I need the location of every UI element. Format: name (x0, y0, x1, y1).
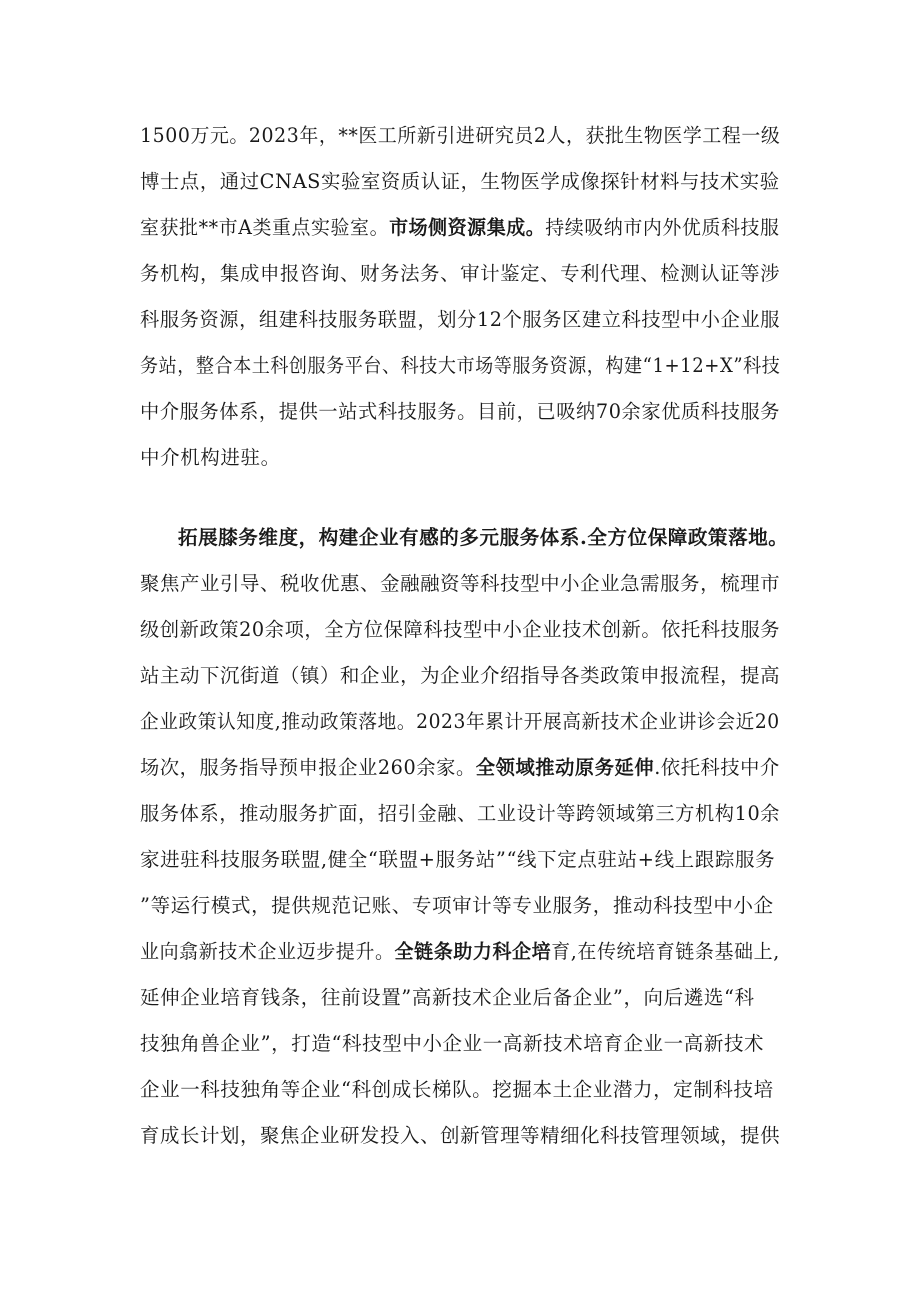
paragraph-2-line-14: 育成长计划，聚焦企业研发投入、创新管理等精细化科技管理领域，提供 (140, 1124, 781, 1147)
paragraph-2-line-13: 企业一科技独角等企业“科创成长梯队。挖掘本土企业潜力，定制科技培 (140, 1078, 774, 1101)
paragraph-2-heading: 拓展膝务维度，构建企业有感的多元服务体系.全方位保障政策落地。 (178, 526, 789, 549)
paragraph-2-line-11: 延伸企业培育钱条，往前设置”高新技术企业后备企业”，向后遴选“科 (140, 986, 755, 1009)
paragraph-1-line-2: 博士点，通过CNAS实验室资质认证，生物医学成像探针材料与技术实验 (140, 170, 780, 193)
text-run: 业向翕新技术企业迈步提升。 (140, 940, 395, 963)
paragraph-1-line-3 (140, 208, 780, 248)
paragraph-1-line-7: 中介服务体系，提供一站式科技服务。目前，已吸纳70余家优质科技服务 (140, 400, 781, 423)
text-run: 持续吸纳市内外优质科技服 (545, 216, 780, 239)
paragraph-2-line-9: ”等运行模式，提供规范记账、专项审计等专业服务，推动科技型中小企 (140, 894, 774, 917)
paragraph-2-line-2: 聚焦产业引导、税收优惠、金融融资等科技型中小企业急需服务，梳理市 (140, 572, 781, 595)
paragraph-2-line-6 (140, 748, 780, 788)
paragraph-1-line-8: 中介机构进驻。 (140, 446, 281, 469)
paragraph-2-line-7: 服务体系，推动服务扩面，招引金融、工业设计等跨领域第三方机构10余 (140, 802, 781, 825)
bold-heading-run: 全链条助力科企培 (394, 940, 552, 963)
paragraph-2-line-5: 企业政策认知度,推动政策落地。2023年累计开展高新技术企业讲诊会近20 (140, 710, 780, 733)
paragraph-2-line-8: 家进驻科技服务联盟,健全“联盟+服务站”“线下定点驻站+线上跟踪服务 (140, 848, 776, 871)
paragraph-1-line-4: 务机构，集成申报咨询、财务法务、审计鉴定、专利代理、检测认证等涉 (140, 262, 781, 285)
bold-heading-run: 全领域推动原务延伸 (475, 756, 655, 779)
paragraph-2-line-3: 级创新政策20余项，全方位保障科技型中小企业技术创新。依托科技服务 (140, 618, 781, 641)
text-run: 室获批**市A类重点实验室。 (140, 216, 390, 239)
paragraph-1-line-5: 科服务资源，组建科技服务联盟，划分12个服务区建立科技型中小企业服 (140, 308, 781, 331)
text-run: 育,在传统培育链条基础上, (551, 940, 780, 963)
text-run: 场次，服务指导预申报企业260余家。 (140, 756, 476, 779)
paragraph-1-line-6: 务站，整合本土科创服务平台、科技大市场等服务资源，构建“1+12+X”科技 (140, 354, 781, 377)
paragraph-1-line-1: 1500万元。2023年，**医工所新引进研究员2人，获批生物医学工程一级 (140, 124, 781, 147)
text-run: .依托科技中介 (654, 756, 780, 779)
bold-heading-run: 市场侧资源集成。 (389, 216, 546, 239)
paragraph-2-line-10 (140, 932, 780, 972)
paragraph-2-line-12: 技独角兽企业”，打造“科技型中小企业一高新技术培育企业一高新技术 (140, 1032, 765, 1055)
paragraph-2-line-4: 站主动下沉街道（镇）和企业，为企业介绍指导各类政策申报流程，提高 (140, 664, 781, 687)
